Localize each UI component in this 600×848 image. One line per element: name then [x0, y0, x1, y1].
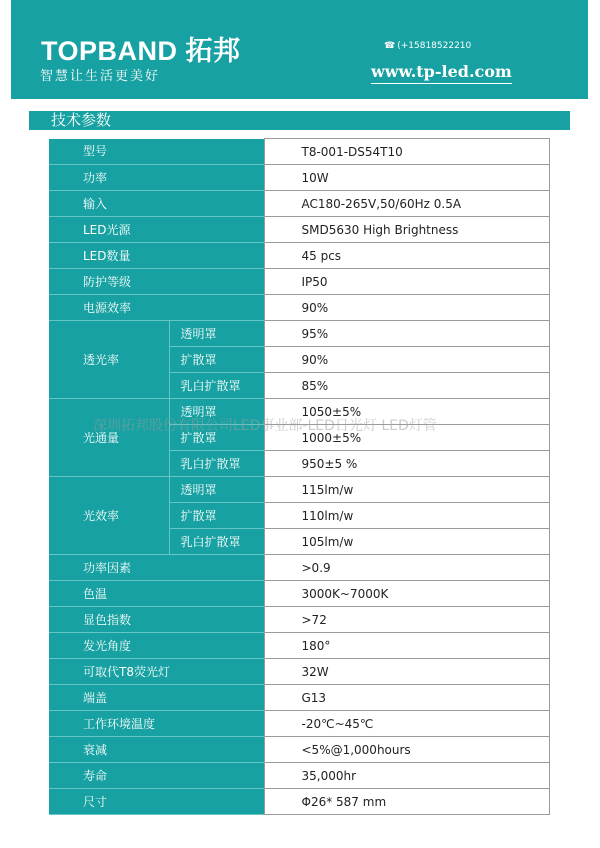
spec-label: 发光角度	[49, 633, 264, 659]
spec-label: 寿命	[49, 763, 264, 789]
spec-value: >0.9	[264, 555, 549, 581]
table-row	[49, 217, 549, 243]
table-row	[49, 321, 549, 347]
spec-value: T8-001-DS54T10	[264, 139, 549, 165]
spec-value: SMD5630 High Brightness	[264, 217, 549, 243]
spec-group-label: 光通量	[49, 399, 169, 477]
spec-value: 3000K~7000K	[264, 581, 549, 607]
watermark-text: 深圳拓邦股份有限公司LED事业部-LED日光灯 LED灯管	[93, 418, 437, 434]
spec-label: LED光源	[49, 217, 264, 243]
spec-value: 10W	[264, 165, 549, 191]
section-header	[29, 111, 570, 130]
spec-value: 45 pcs	[264, 243, 549, 269]
spec-sub-label: 扩散罩	[169, 503, 264, 529]
table-row	[49, 659, 549, 685]
spec-value: 1050±5%	[264, 399, 549, 425]
table-row	[49, 295, 549, 321]
spec-label: 电源效率	[49, 295, 264, 321]
spec-label: 输入	[49, 191, 264, 217]
spec-label: 色温	[49, 581, 264, 607]
spec-value: 180°	[264, 633, 549, 659]
phone-icon: ☎	[384, 41, 396, 51]
spec-value: -20℃~45℃	[264, 711, 549, 737]
spec-label: 功率因素	[49, 555, 264, 581]
spec-sub-label: 透明罩	[169, 477, 264, 503]
table-row	[49, 139, 549, 165]
spec-label: 尺寸	[49, 789, 264, 815]
spec-value: 95%	[264, 321, 549, 347]
spec-table	[49, 138, 550, 815]
spec-label: LED数量	[49, 243, 264, 269]
spec-label: 可取代T8荧光灯	[49, 659, 264, 685]
slogan: 智慧让生活更美好	[40, 69, 161, 84]
table-row	[49, 685, 549, 711]
table-row	[49, 555, 549, 581]
logo-text-en: TOPBAND	[41, 36, 178, 66]
spec-value: <5%@1,000hours	[264, 737, 549, 763]
spec-value: 105lm/w	[264, 529, 549, 555]
spec-label: 端盖	[49, 685, 264, 711]
table-row	[49, 243, 549, 269]
spec-value: 32W	[264, 659, 549, 685]
table-row	[49, 711, 549, 737]
spec-label: 防护等级	[49, 269, 264, 295]
spec-value: IP50	[264, 269, 549, 295]
spec-value: G13	[264, 685, 549, 711]
spec-label: 工作环境温度	[49, 711, 264, 737]
spec-value: AC180-265V,50/60Hz 0.5A	[264, 191, 549, 217]
table-row	[49, 477, 549, 503]
table-row	[49, 581, 549, 607]
spec-value: 90%	[264, 295, 549, 321]
logo-text-cn: 拓邦	[185, 36, 241, 66]
spec-value: 85%	[264, 373, 549, 399]
phone-number: (+15818522210	[397, 41, 472, 51]
spec-sub-label: 扩散罩	[169, 347, 264, 373]
spec-value: >72	[264, 607, 549, 633]
spec-label: 型号	[49, 139, 264, 165]
spec-label: 功率	[49, 165, 264, 191]
table-row	[49, 269, 549, 295]
table-row	[49, 191, 549, 217]
spec-value: Φ26* 587 mm	[264, 789, 549, 815]
spec-value: 90%	[264, 347, 549, 373]
section-title: 技术参数	[51, 111, 112, 129]
table-row	[49, 633, 549, 659]
table-row	[49, 399, 549, 425]
spec-sub-label: 乳白扩散罩	[169, 373, 264, 399]
spec-sub-label: 扩散罩	[169, 425, 264, 451]
spec-value: 35,000hr	[264, 763, 549, 789]
spec-value: 950±5 %	[264, 451, 549, 477]
table-row	[49, 607, 549, 633]
spec-sub-label: 乳白扩散罩	[169, 451, 264, 477]
spec-sub-label: 乳白扩散罩	[169, 529, 264, 555]
spec-group-label: 光效率	[49, 477, 169, 555]
table-row	[49, 737, 549, 763]
spec-group-label: 透光率	[49, 321, 169, 399]
spec-label: 衰减	[49, 737, 264, 763]
company-logo	[41, 38, 241, 65]
phone-contact	[384, 42, 471, 51]
spec-sub-label: 透明罩	[169, 321, 264, 347]
table-row	[49, 763, 549, 789]
table-row	[49, 789, 549, 815]
spec-value: 1000±5%	[264, 425, 549, 451]
spec-label: 显色指数	[49, 607, 264, 633]
table-row	[49, 165, 549, 191]
spec-value: 115lm/w	[264, 477, 549, 503]
spec-sub-label: 透明罩	[169, 399, 264, 425]
website-url[interactable]: www.tp-led.com	[371, 64, 512, 84]
spec-value: 110lm/w	[264, 503, 549, 529]
header-banner	[11, 0, 588, 99]
